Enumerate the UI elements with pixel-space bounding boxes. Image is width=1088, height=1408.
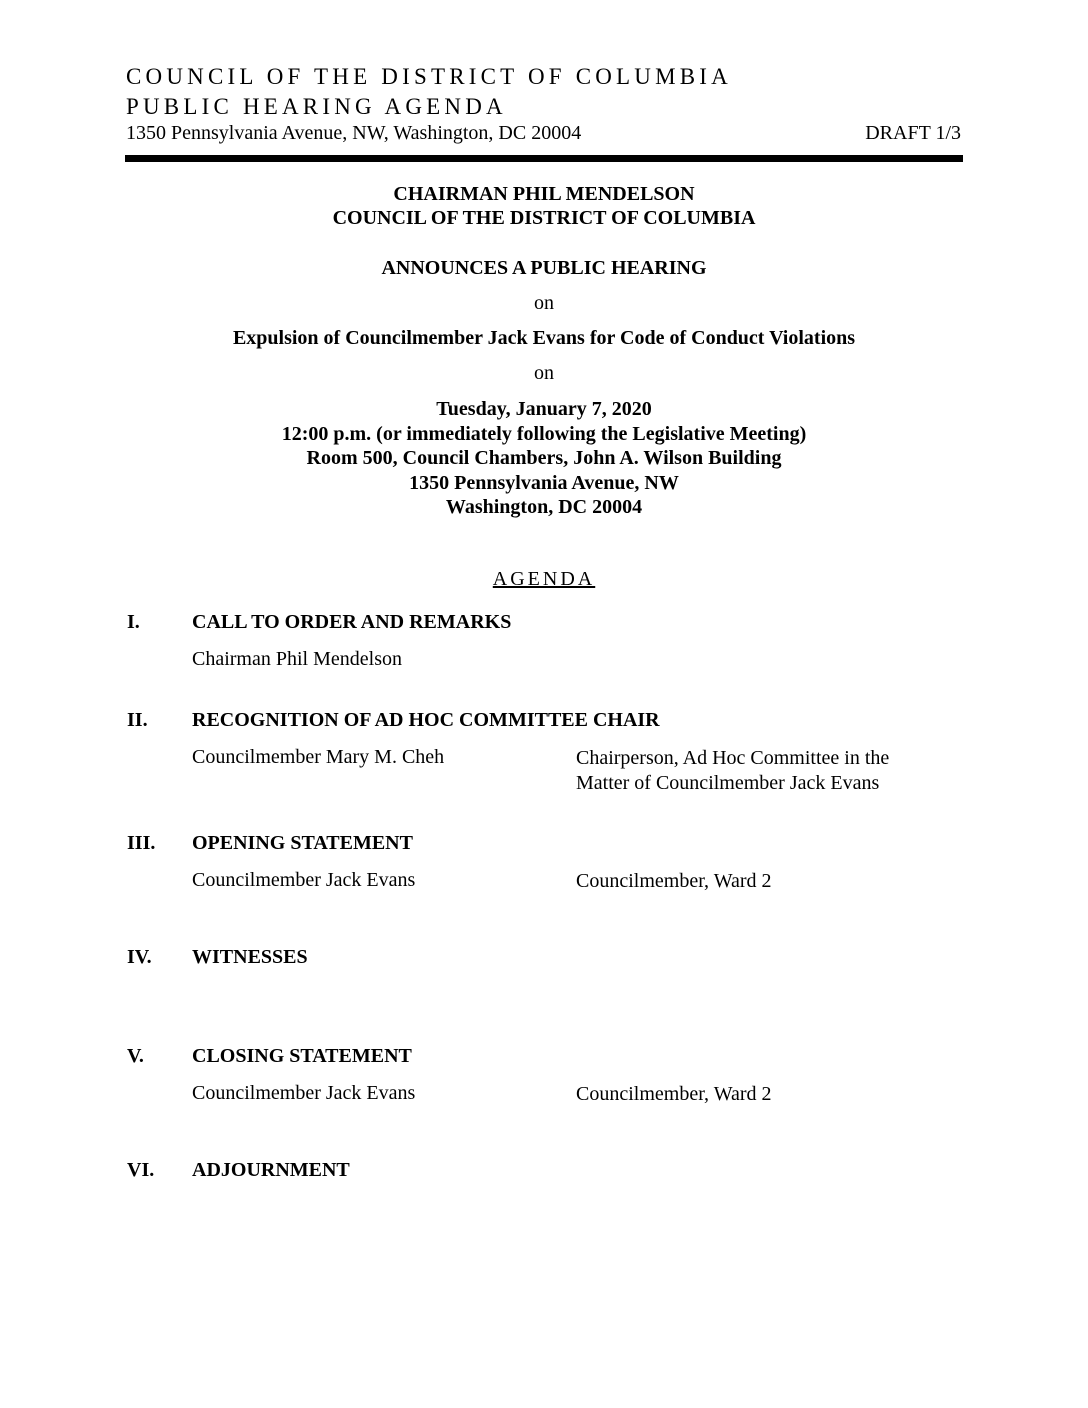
draft-label: DRAFT 1/3: [865, 122, 961, 144]
council-name: COUNCIL OF THE DISTRICT OF COLUMBIA: [332, 207, 756, 229]
chairman-name: CHAIRMAN PHIL MENDELSON: [393, 183, 695, 205]
on-connector-1: on: [534, 292, 554, 314]
hearing-city: Washington, DC 20004: [445, 496, 643, 518]
agenda-label: AGENDA: [492, 568, 596, 590]
council-header: COUNCIL OF THE DISTRICT OF COLUMBIA: [126, 64, 732, 89]
role-line: Matter of Councilmember Jack Evans: [576, 772, 880, 794]
hearing-subject: Expulsion of Councilmember Jack Evans for Code of Conduct Violations: [232, 327, 856, 349]
hearing-street: 1350 Pennsylvania Avenue, NW: [409, 471, 679, 494]
section-number: V.: [127, 1045, 144, 1067]
section-title: ADJOURNMENT: [192, 1159, 350, 1181]
section-number: I.: [127, 611, 140, 633]
role-line: Chairperson, Ad Hoc Committee in the: [576, 747, 890, 769]
section-role: Councilmember, Ward 2: [576, 1083, 772, 1105]
section-person: Councilmember Jack Evans: [192, 1082, 416, 1104]
section-person: Councilmember Mary M. Cheh: [192, 746, 445, 768]
section-title: WITNESSES: [192, 946, 308, 968]
hearing-room: Room 500, Council Chambers, John A. Wilson Building: [306, 447, 782, 469]
hearing-details: [126, 397, 962, 520]
section-number: IV.: [127, 946, 152, 968]
section-number: II.: [127, 709, 148, 731]
section-number: VI.: [127, 1159, 155, 1181]
section-role: Councilmember, Ward 2: [576, 870, 772, 892]
section-title: CALL TO ORDER AND REMARKS: [192, 611, 512, 633]
hearing-time: 12:00 p.m. (or immediately following the Legislative Meeting): [281, 422, 807, 445]
on-connector-2: on: [534, 362, 554, 384]
section-title: CLOSING STATEMENT: [192, 1045, 412, 1067]
agenda-title: [126, 568, 962, 591]
section-number: III.: [127, 832, 156, 854]
section-role: [576, 746, 956, 796]
header-address: 1350 Pennsylvania Avenue, NW, Washington, DC 20004: [126, 122, 582, 144]
announces-heading: ANNOUNCES A PUBLIC HEARING: [381, 257, 707, 279]
section-person: Chairman Phil Mendelson: [192, 648, 402, 670]
section-title: RECOGNITION OF AD HOC COMMITTEE CHAIR: [192, 709, 660, 731]
agenda-header: PUBLIC HEARING AGENDA: [126, 94, 507, 119]
hearing-date: Tuesday, January 7, 2020: [436, 398, 652, 420]
header-rule: [125, 155, 963, 162]
section-person: Councilmember Jack Evans: [192, 869, 416, 891]
section-title: OPENING STATEMENT: [192, 832, 413, 854]
